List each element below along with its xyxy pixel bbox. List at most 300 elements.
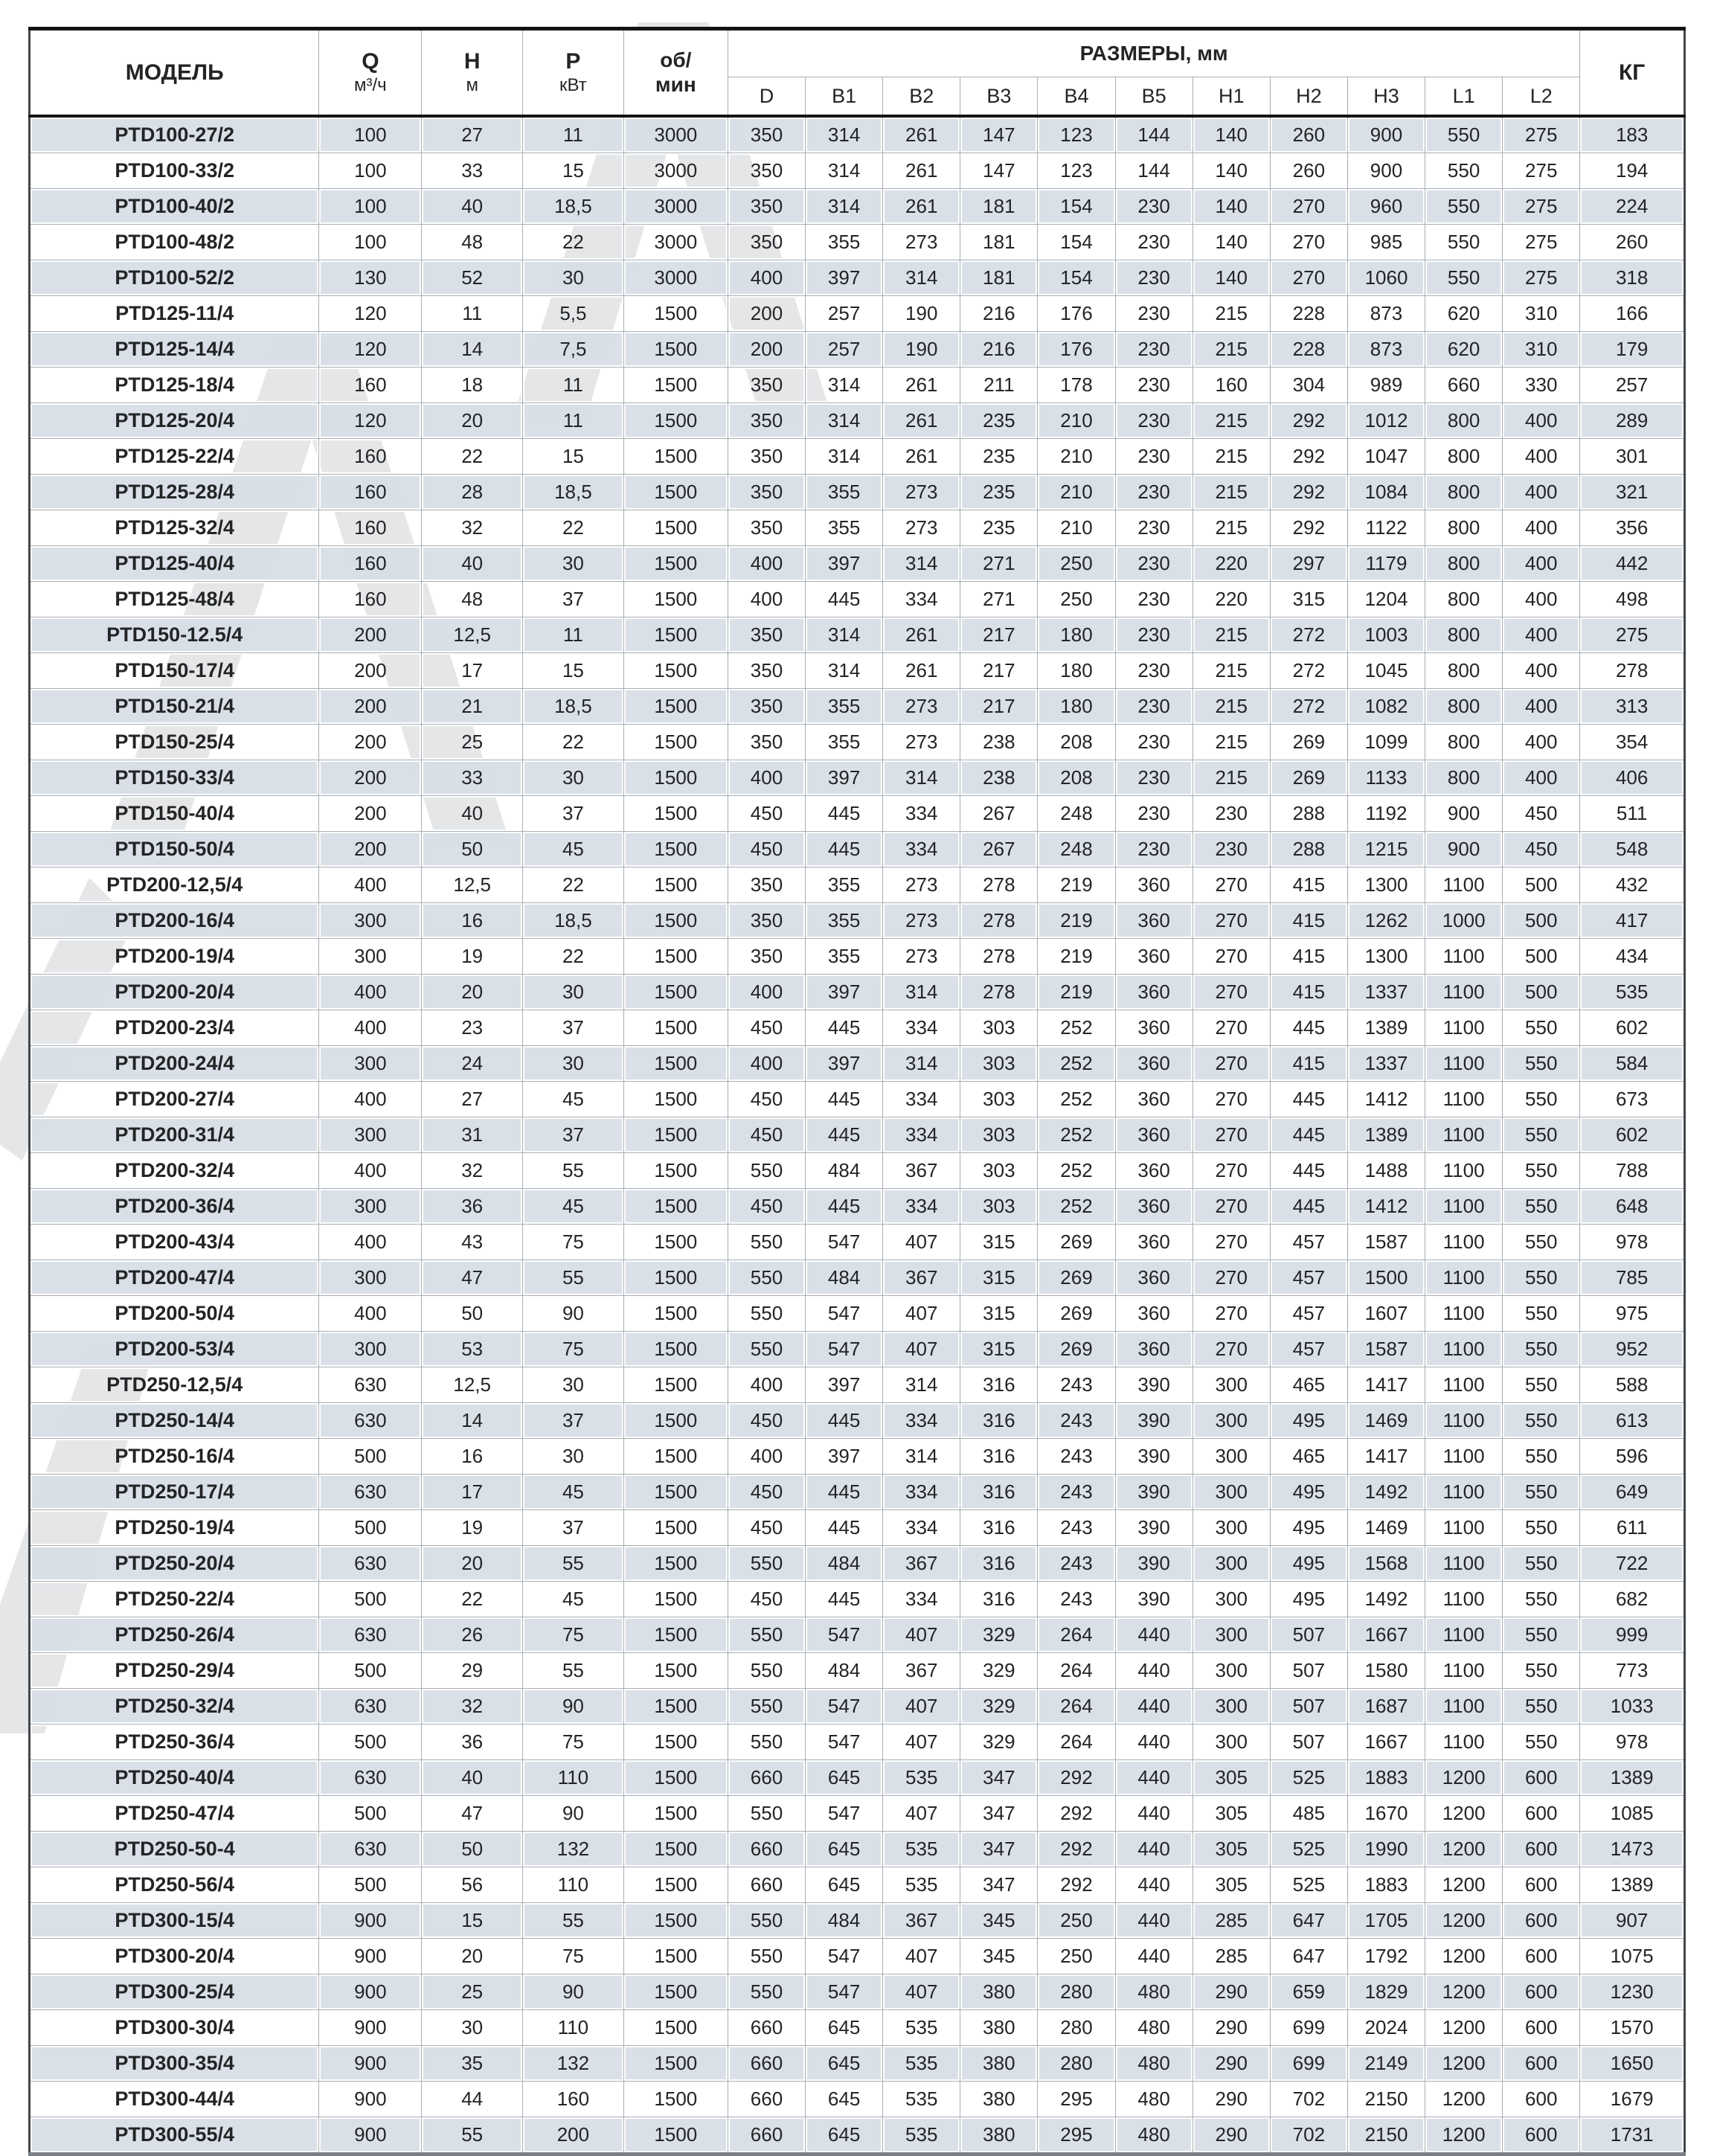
value-cell: 1003 [1347, 617, 1425, 653]
value-cell: 1100 [1425, 1546, 1503, 1582]
value-cell: 300 [319, 903, 422, 939]
value-cell: 507 [1270, 1725, 1347, 1760]
value-cell: 17 [422, 1475, 523, 1510]
value-cell: 355 [806, 510, 883, 546]
value-cell: 415 [1270, 975, 1347, 1010]
value-cell: 1500 [623, 1974, 728, 2010]
model-cell: PTD150-17/4 [30, 653, 319, 689]
model-cell: PTD200-31/4 [30, 1117, 319, 1153]
value-cell: 440 [1115, 1867, 1193, 1903]
value-cell: 100 [319, 189, 422, 225]
value-cell: 484 [806, 1653, 883, 1689]
table-row [30, 1260, 1685, 1296]
value-cell: 550 [728, 1617, 805, 1653]
value-cell: 315 [960, 1225, 1038, 1260]
value-cell: 450 [728, 1117, 805, 1153]
value-cell: 261 [883, 617, 960, 653]
model-cell: PTD150-12.5/4 [30, 617, 319, 653]
value-cell: 1200 [1425, 1760, 1503, 1796]
value-cell: 1500 [623, 1689, 728, 1725]
value-cell: 261 [883, 653, 960, 689]
value-cell: 550 [1503, 1296, 1580, 1332]
value-cell: 220 [1193, 582, 1270, 617]
value-cell: 90 [523, 1689, 624, 1725]
value-cell: 1829 [1347, 1974, 1425, 2010]
value-cell: 400 [319, 1225, 422, 1260]
value-cell: 355 [806, 225, 883, 260]
value-cell: 1500 [623, 403, 728, 439]
value-cell: 645 [806, 1760, 883, 1796]
value-cell: 400 [728, 546, 805, 582]
value-cell: 450 [728, 796, 805, 832]
value-cell: 440 [1115, 1796, 1193, 1832]
value-cell: 315 [960, 1260, 1038, 1296]
value-cell: 40 [422, 546, 523, 582]
value-cell: 500 [319, 1653, 422, 1689]
value-cell: 1500 [623, 1082, 728, 1117]
value-cell: 500 [1503, 939, 1580, 975]
value-cell: 270 [1193, 975, 1270, 1010]
value-cell: 329 [960, 1653, 1038, 1689]
value-cell: 354 [1580, 725, 1685, 760]
value-cell: 20 [422, 975, 523, 1010]
value-cell: 305 [1193, 1796, 1270, 1832]
value-cell: 360 [1115, 975, 1193, 1010]
value-cell: 588 [1580, 1367, 1685, 1403]
value-cell: 238 [960, 725, 1038, 760]
value-cell: 547 [806, 1974, 883, 2010]
value-cell: 360 [1115, 1046, 1193, 1082]
value-cell: 407 [883, 1225, 960, 1260]
value-cell: 147 [960, 116, 1038, 153]
value-cell: 269 [1038, 1296, 1115, 1332]
value-cell: 407 [883, 1725, 960, 1760]
value-cell: 252 [1038, 1153, 1115, 1189]
value-cell: 1500 [623, 296, 728, 332]
value-cell: 1500 [623, 1939, 728, 1974]
value-cell: 75 [523, 1725, 624, 1760]
rpm-line1: об/ [660, 48, 692, 72]
value-cell: 200 [523, 2117, 624, 2155]
table-row [30, 260, 1685, 296]
value-cell: 960 [1347, 189, 1425, 225]
value-cell: 1100 [1425, 1046, 1503, 1082]
value-cell: 1990 [1347, 1832, 1425, 1867]
value-cell: 301 [1580, 439, 1685, 475]
value-cell: 219 [1038, 903, 1115, 939]
value-cell: 314 [806, 439, 883, 475]
value-cell: 550 [1503, 1546, 1580, 1582]
value-cell: 272 [1270, 617, 1347, 653]
value-cell: 480 [1115, 1974, 1193, 2010]
value-cell: 356 [1580, 510, 1685, 546]
value-cell: 230 [1115, 689, 1193, 725]
value-cell: 800 [1425, 403, 1503, 439]
value-cell: 176 [1038, 296, 1115, 332]
value-cell: 243 [1038, 1439, 1115, 1475]
value-cell: 154 [1038, 225, 1115, 260]
value-cell: 30 [523, 546, 624, 582]
value-cell: 1100 [1425, 1225, 1503, 1260]
value-cell: 16 [422, 903, 523, 939]
value-cell: 120 [319, 403, 422, 439]
value-cell: 355 [806, 475, 883, 510]
value-cell: 1500 [623, 1046, 728, 1082]
value-cell: 440 [1115, 1903, 1193, 1939]
value-cell: 217 [960, 689, 1038, 725]
value-cell: 1100 [1425, 939, 1503, 975]
value-cell: 280 [1038, 2046, 1115, 2082]
value-cell: 999 [1580, 1617, 1685, 1653]
value-cell: 350 [728, 439, 805, 475]
value-cell: 3000 [623, 260, 728, 296]
value-cell: 180 [1038, 617, 1115, 653]
model-cell: PTD300-44/4 [30, 2082, 319, 2117]
value-cell: 160 [319, 582, 422, 617]
value-cell: 660 [728, 1832, 805, 1867]
model-cell: PTD125-11/4 [30, 296, 319, 332]
value-cell: 1500 [623, 2046, 728, 2082]
value-cell: 230 [1115, 546, 1193, 582]
value-cell: 480 [1115, 2046, 1193, 2082]
table-row [30, 116, 1685, 153]
value-cell: 180 [1038, 653, 1115, 689]
value-cell: 445 [1270, 1189, 1347, 1225]
value-cell: 800 [1425, 475, 1503, 510]
value-cell: 305 [1193, 1760, 1270, 1796]
value-cell: 316 [960, 1475, 1038, 1510]
value-cell: 535 [883, 2117, 960, 2155]
value-cell: 400 [728, 1439, 805, 1475]
value-cell: 400 [319, 1010, 422, 1046]
value-cell: 620 [1425, 296, 1503, 332]
value-cell: 29 [422, 1653, 523, 1689]
value-cell: 550 [1425, 189, 1503, 225]
table-row [30, 2117, 1685, 2155]
value-cell: 400 [319, 1153, 422, 1189]
value-cell: 500 [319, 1439, 422, 1475]
value-cell: 22 [422, 1582, 523, 1617]
value-cell: 275 [1580, 617, 1685, 653]
value-cell: 230 [1115, 653, 1193, 689]
value-cell: 702 [1270, 2082, 1347, 2117]
column-header-b5: B5 [1115, 77, 1193, 117]
value-cell: 900 [1425, 796, 1503, 832]
value-cell: 1500 [623, 1332, 728, 1367]
value-cell: 230 [1115, 582, 1193, 617]
value-cell: 1100 [1425, 1475, 1503, 1510]
value-cell: 45 [523, 1582, 624, 1617]
table-row [30, 2082, 1685, 2117]
value-cell: 511 [1580, 796, 1685, 832]
value-cell: 550 [1503, 1582, 1580, 1617]
value-cell: 44 [422, 2082, 523, 2117]
table-row [30, 1010, 1685, 1046]
value-cell: 407 [883, 1617, 960, 1653]
value-cell: 350 [728, 475, 805, 510]
value-cell: 550 [1503, 1653, 1580, 1689]
value-cell: 450 [728, 1510, 805, 1546]
value-cell: 289 [1580, 403, 1685, 439]
value-cell: 1500 [623, 1867, 728, 1903]
value-cell: 288 [1270, 796, 1347, 832]
value-cell: 673 [1580, 1082, 1685, 1117]
value-cell: 440 [1115, 1653, 1193, 1689]
value-cell: 1500 [623, 975, 728, 1010]
table-row [30, 1689, 1685, 1725]
value-cell: 400 [319, 1296, 422, 1332]
value-cell: 550 [728, 1260, 805, 1296]
value-cell: 300 [1193, 1617, 1270, 1653]
value-cell: 228 [1270, 296, 1347, 332]
value-cell: 550 [1503, 1439, 1580, 1475]
table-row [30, 1153, 1685, 1189]
value-cell: 130 [319, 260, 422, 296]
value-cell: 367 [883, 1260, 960, 1296]
model-cell: PTD250-22/4 [30, 1582, 319, 1617]
column-header-d: D [728, 77, 805, 117]
value-cell: 22 [523, 939, 624, 975]
value-cell: 602 [1580, 1117, 1685, 1153]
value-cell: 535 [883, 1832, 960, 1867]
model-cell: PTD200-23/4 [30, 1010, 319, 1046]
value-cell: 1883 [1347, 1760, 1425, 1796]
value-cell: 1500 [623, 867, 728, 903]
value-cell: 303 [960, 1153, 1038, 1189]
value-cell: 1099 [1347, 725, 1425, 760]
value-cell: 248 [1038, 832, 1115, 867]
value-cell: 250 [1038, 1939, 1115, 1974]
table-row [30, 1725, 1685, 1760]
value-cell: 261 [883, 116, 960, 153]
value-cell: 45 [523, 1082, 624, 1117]
value-cell: 27 [422, 116, 523, 153]
value-cell: 800 [1425, 582, 1503, 617]
value-cell: 1580 [1347, 1653, 1425, 1689]
value-cell: 200 [319, 725, 422, 760]
value-cell: 800 [1425, 510, 1503, 546]
value-cell: 1100 [1425, 1010, 1503, 1046]
column-header-b4: B4 [1038, 77, 1115, 117]
value-cell: 1883 [1347, 1867, 1425, 1903]
value-cell: 360 [1115, 903, 1193, 939]
value-cell: 630 [319, 1546, 422, 1582]
value-cell: 200 [319, 832, 422, 867]
value-cell: 273 [883, 510, 960, 546]
value-cell: 507 [1270, 1689, 1347, 1725]
value-cell: 3000 [623, 153, 728, 189]
value-cell: 445 [806, 1403, 883, 1439]
value-cell: 535 [1580, 975, 1685, 1010]
table-body [30, 116, 1685, 2155]
value-cell: 800 [1425, 439, 1503, 475]
value-cell: 230 [1193, 796, 1270, 832]
value-cell: 30 [523, 260, 624, 296]
value-cell: 16 [422, 1439, 523, 1475]
value-cell: 292 [1270, 475, 1347, 510]
value-cell: 179 [1580, 332, 1685, 368]
value-cell: 30 [523, 760, 624, 796]
value-cell: 600 [1503, 1903, 1580, 1939]
value-cell: 550 [728, 1332, 805, 1367]
model-cell: PTD125-20/4 [30, 403, 319, 439]
table-row [30, 1082, 1685, 1117]
value-cell: 445 [806, 1475, 883, 1510]
table-row [30, 832, 1685, 867]
value-cell: 22 [422, 439, 523, 475]
value-cell: 292 [1038, 1832, 1115, 1867]
value-cell: 1100 [1425, 1332, 1503, 1367]
value-cell: 480 [1115, 2082, 1193, 2117]
model-cell: PTD300-30/4 [30, 2010, 319, 2046]
value-cell: 367 [883, 1653, 960, 1689]
value-cell: 215 [1193, 510, 1270, 546]
table-row [30, 225, 1685, 260]
value-cell: 1100 [1425, 1082, 1503, 1117]
value-cell: 15 [523, 153, 624, 189]
value-cell: 1705 [1347, 1903, 1425, 1939]
model-cell: PTD300-35/4 [30, 2046, 319, 2082]
value-cell: 303 [960, 1082, 1038, 1117]
value-cell: 465 [1270, 1439, 1347, 1475]
value-cell: 682 [1580, 1582, 1685, 1617]
value-cell: 224 [1580, 189, 1685, 225]
value-cell: 550 [728, 1225, 805, 1260]
value-cell: 347 [960, 1796, 1038, 1832]
value-cell: 659 [1270, 1974, 1347, 2010]
value-cell: 500 [1503, 975, 1580, 1010]
table-row [30, 1117, 1685, 1153]
value-cell: 440 [1115, 1725, 1193, 1760]
value-cell: 230 [1115, 332, 1193, 368]
value-cell: 334 [883, 582, 960, 617]
value-cell: 600 [1503, 2117, 1580, 2155]
value-cell: 1200 [1425, 1974, 1503, 2010]
table-row [30, 725, 1685, 760]
value-cell: 300 [319, 1046, 422, 1082]
model-cell: PTD125-18/4 [30, 368, 319, 403]
value-cell: 550 [728, 1903, 805, 1939]
value-cell: 480 [1115, 2117, 1193, 2155]
value-cell: 1500 [623, 582, 728, 617]
value-cell: 316 [960, 1439, 1038, 1475]
value-cell: 1568 [1347, 1546, 1425, 1582]
value-cell: 345 [960, 1939, 1038, 1974]
value-cell: 334 [883, 1010, 960, 1046]
value-cell: 390 [1115, 1475, 1193, 1510]
value-cell: 53 [422, 1332, 523, 1367]
value-cell: 989 [1347, 368, 1425, 403]
model-cell: PTD300-25/4 [30, 1974, 319, 2010]
value-cell: 208 [1038, 760, 1115, 796]
value-cell: 37 [523, 1010, 624, 1046]
value-cell: 600 [1503, 1939, 1580, 1974]
value-cell: 400 [728, 975, 805, 1010]
value-cell: 300 [319, 939, 422, 975]
value-cell: 1047 [1347, 439, 1425, 475]
model-cell: PTD150-21/4 [30, 689, 319, 725]
value-cell: 1500 [623, 1010, 728, 1046]
value-cell: 30 [422, 2010, 523, 2046]
table-row [30, 546, 1685, 582]
value-cell: 269 [1270, 725, 1347, 760]
value-cell: 120 [319, 332, 422, 368]
value-cell: 355 [806, 725, 883, 760]
p-unit: кВт [559, 74, 587, 95]
value-cell: 1075 [1580, 1939, 1685, 1974]
model-cell: PTD200-53/4 [30, 1332, 319, 1367]
value-cell: 12,5 [422, 867, 523, 903]
value-cell: 434 [1580, 939, 1685, 975]
value-cell: 120 [319, 296, 422, 332]
value-cell: 178 [1038, 368, 1115, 403]
model-cell: PTD150-50/4 [30, 832, 319, 867]
value-cell: 1469 [1347, 1403, 1425, 1439]
value-cell: 450 [1503, 796, 1580, 832]
model-cell: PTD100-40/2 [30, 189, 319, 225]
value-cell: 45 [523, 1189, 624, 1225]
value-cell: 1200 [1425, 2082, 1503, 2117]
value-cell: 21 [422, 689, 523, 725]
value-cell: 1500 [623, 1403, 728, 1439]
value-cell: 314 [883, 1046, 960, 1082]
value-cell: 123 [1038, 116, 1115, 153]
value-cell: 1492 [1347, 1582, 1425, 1617]
value-cell: 1060 [1347, 260, 1425, 296]
model-cell: PTD250-12,5/4 [30, 1367, 319, 1403]
value-cell: 457 [1270, 1296, 1347, 1332]
value-cell: 334 [883, 1403, 960, 1439]
value-cell: 1687 [1347, 1689, 1425, 1725]
table-row [30, 975, 1685, 1010]
column-header-rpm [623, 29, 728, 117]
value-cell: 260 [1270, 116, 1347, 153]
model-cell: PTD200-32/4 [30, 1153, 319, 1189]
value-cell: 400 [728, 1046, 805, 1082]
value-cell: 345 [960, 1903, 1038, 1939]
model-cell: PTD250-47/4 [30, 1796, 319, 1832]
value-cell: 417 [1580, 903, 1685, 939]
value-cell: 550 [728, 1725, 805, 1760]
value-cell: 630 [319, 1617, 422, 1653]
value-cell: 215 [1193, 689, 1270, 725]
value-cell: 550 [728, 1974, 805, 2010]
model-cell: PTD250-40/4 [30, 1760, 319, 1796]
value-cell: 181 [960, 260, 1038, 296]
value-cell: 445 [1270, 1082, 1347, 1117]
value-cell: 215 [1193, 296, 1270, 332]
value-cell: 243 [1038, 1475, 1115, 1510]
value-cell: 100 [319, 153, 422, 189]
value-cell: 190 [883, 296, 960, 332]
value-cell: 1100 [1425, 1296, 1503, 1332]
value-cell: 1500 [623, 1760, 728, 1796]
value-cell: 215 [1193, 760, 1270, 796]
value-cell: 360 [1115, 1082, 1193, 1117]
value-cell: 235 [960, 475, 1038, 510]
value-cell: 547 [806, 1332, 883, 1367]
table-row [30, 1510, 1685, 1546]
value-cell: 1085 [1580, 1796, 1685, 1832]
value-cell: 40 [422, 796, 523, 832]
model-cell: PTD150-33/4 [30, 760, 319, 796]
value-cell: 261 [883, 189, 960, 225]
value-cell: 50 [422, 1296, 523, 1332]
value-cell: 400 [1503, 510, 1580, 546]
model-cell: PTD250-32/4 [30, 1689, 319, 1725]
model-cell: PTD250-36/4 [30, 1725, 319, 1760]
value-cell: 230 [1115, 439, 1193, 475]
